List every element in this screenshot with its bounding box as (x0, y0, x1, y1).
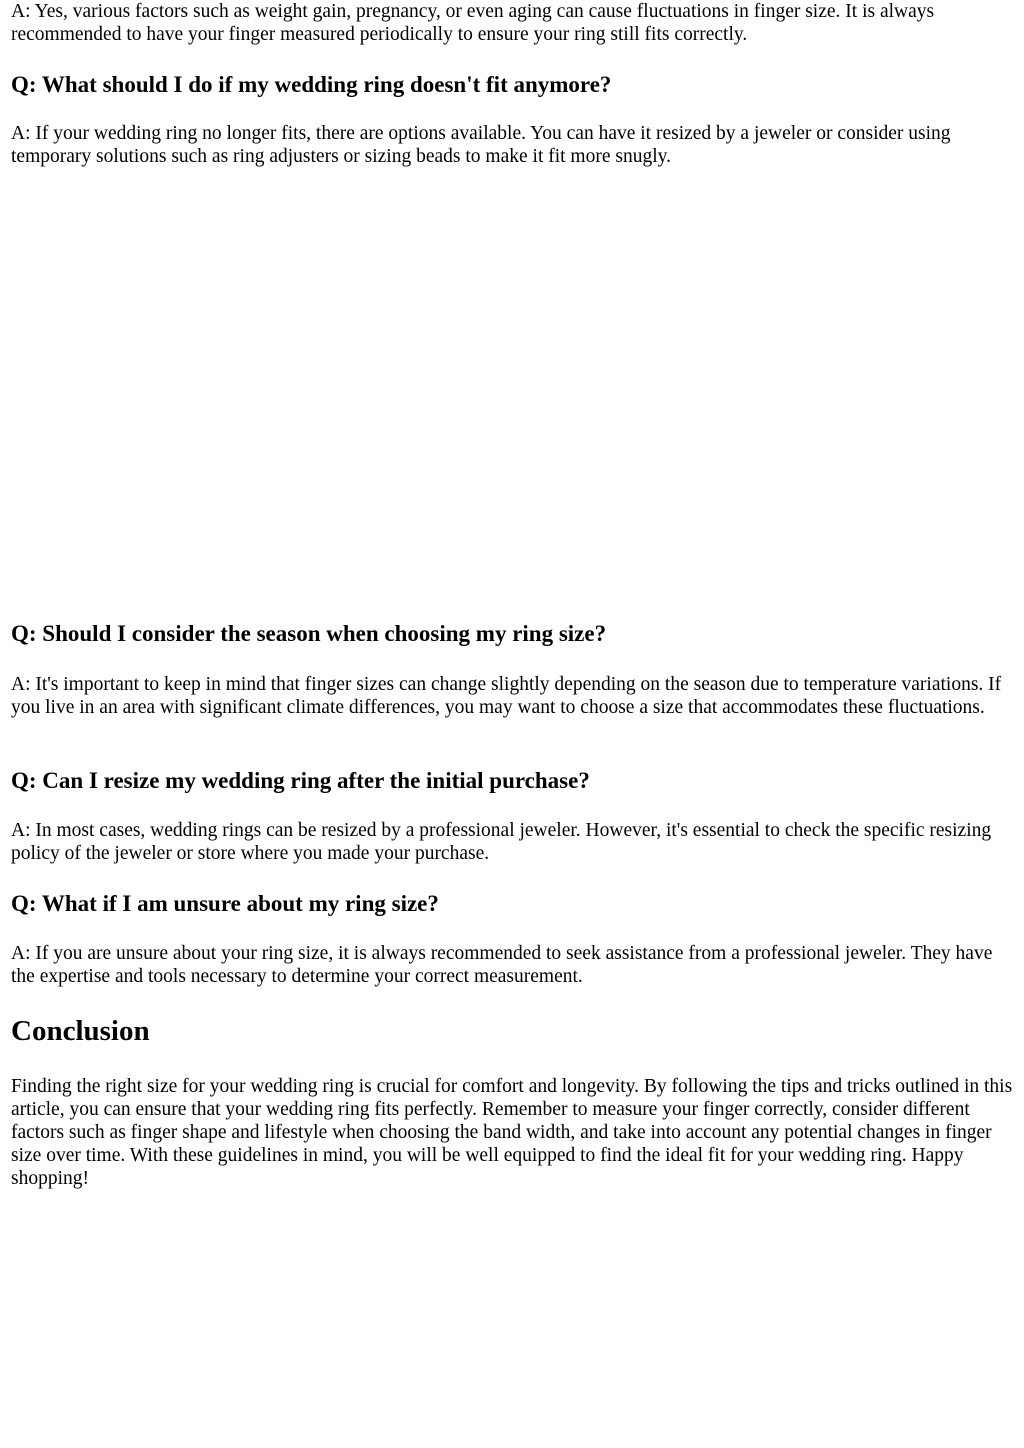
blank-space (0, 195, 1024, 595)
faq-answer-finger-size-fluctuation: A: Yes, various factors such as weight gain, pregnancy, or even aging can cause fluctuations in finger size. It is always recommended to have your finger measured periodically to ensure your ring still fits correctly. (11, 1, 935, 45)
faq-question-ring-doesnt-fit: Q: What should I do if my wedding ring doesn't fit anymore? (11, 72, 612, 97)
conclusion-body: Finding the right size for your wedding ring is crucial for comfort and longevity. By following the tips and tricks outlined in this article, you can ensure that your wedding ring fits perfectly. Remember to measure your finger correctly, consider different factors such as finger shape and lifestyle when choosing the band width, and take into account any potential changes in finger size over time. With these guidelines in mind, you will be well equipped to find the ideal fit for your wedding ring. Happy shopping! (11, 1076, 1013, 1189)
faq-question-season: Q: Should I consider the season when choosing my ring size? (11, 621, 607, 646)
faq-question-resize: Q: Can I resize my wedding ring after the initial purchase? (11, 768, 590, 793)
faq-answer-resize: A: In most cases, wedding rings can be resized by a professional jeweler. However, it's essential to check the specific resizing policy of the jeweler or store where you made your purchase. (11, 820, 992, 864)
faq-answer-season: A: It's important to keep in mind that finger sizes can change slightly depending on the season due to temperature variations. If you live in an area with significant climate differences, you may want to choose a size that accommodates these fluctuations. (11, 674, 1002, 718)
faq-question-unsure: Q: What if I am unsure about my ring size? (11, 891, 439, 916)
conclusion-heading: Conclusion (11, 1015, 150, 1047)
faq-answer-unsure: A: If you are unsure about your ring size, it is always recommended to seek assistance from a professional jeweler. They have the expertise and tools necessary to determine your correct measurement. (11, 943, 993, 987)
faq-answer-ring-doesnt-fit: A: If your wedding ring no longer fits, there are options available. You can have it resized by a jeweler or consider using temporary solutions such as ring adjusters or sizing beads to make it fit more snugly. (11, 123, 951, 167)
